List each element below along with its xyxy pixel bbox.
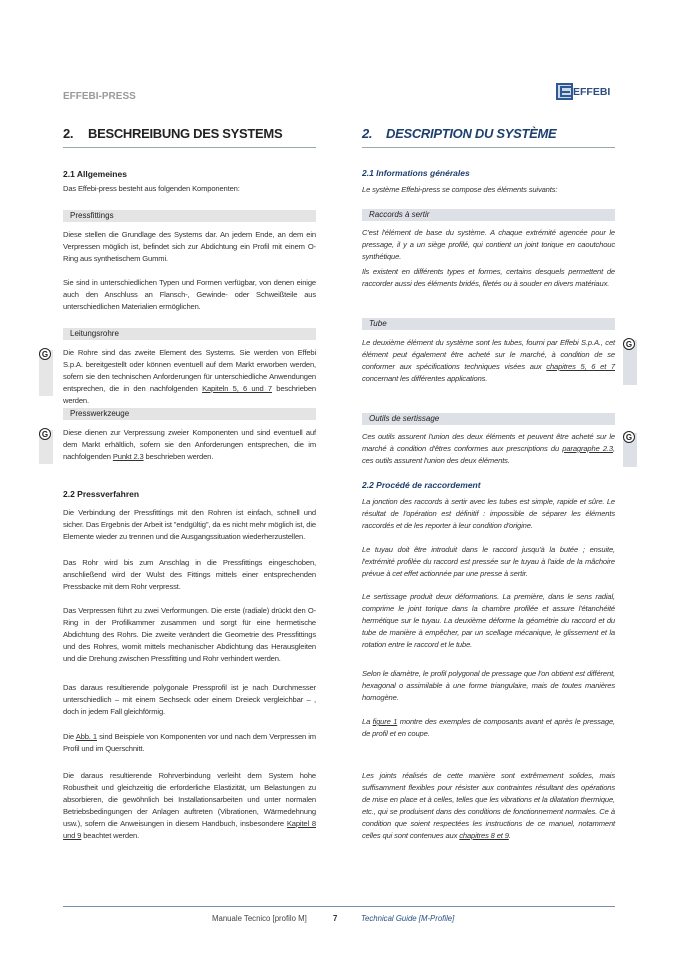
g-marker [623, 340, 637, 385]
link-kapitel[interactable]: Kapitel 8 und 9 [63, 819, 316, 840]
divider [63, 147, 316, 148]
link-chapitres-8-9[interactable]: chapitres 8 et 9 [459, 831, 509, 840]
fr-paragraph: Ils existent en différents types et formes, certains desquels permettent de raccorder aussi des éléments bridés, filetés ou à souder en divers matériaux. [362, 267, 615, 288]
fr-paragraph [362, 431, 615, 467]
text: Le deuxième élément du système sont les tubes, fourni par Effebi S.p.A., cet élément peut également être acheté sur le marché, à condition de se conformer aux spécifications techniques visées aux [362, 338, 615, 371]
de-heading-2-2: 2.2 Pressverfahren [63, 489, 140, 499]
de-paragraph: Sie sind in unterschiedlichen Typen und Formen verfügbar, von denen einige auch den Anschluss an Flansch-, Gewinde- oder Schweißteile aus unterschiedlichen Materialien ermöglichen. [63, 278, 316, 311]
de-intro: Das Effebi-press besteht aus folgenden Komponenten: [63, 184, 240, 193]
text: Die Rohre sind das zweite Element des Systems. Sie werden von Effebi S.p.A. bereitgestellt oder können eventuell auf dem Markt erworben werden, sofern sie den technischen Anforderungen für unterschiedliche Anwendungen entsprechen, die in den nachfolgenden [63, 348, 316, 393]
fr-title: DESCRIPTION DU SYSTÈME [386, 126, 557, 141]
text: beachtet werden. [81, 831, 140, 840]
g-marker [39, 350, 53, 396]
fr-title-number: 2. [362, 126, 373, 141]
g-badge-icon: G [623, 338, 635, 350]
fr-paragraph [362, 716, 615, 740]
link-figure[interactable]: figure 1 [372, 717, 398, 726]
link-paragraphe[interactable]: paragraphe 2.3 [562, 444, 614, 453]
fr-intro: Le système Effebi-press se compose des éléments suivants: [362, 185, 558, 194]
de-paragraph: Das Verpressen führt zu zwei Verformungen. Die erste (radiale) drückt den O-Ring in der Profilkammer zusammen und sorgt für eine hermetische Abdichtung des Rohrs. Die zweite verändert die Geometrie des Pressfittings und des Rohres, womit mittels mechanischer Abdichtung das Herausgleiten und die Drehung zwischen Pressfitting und Rohr verhindert werden. [63, 606, 316, 663]
de-bar-presswerkzeuge: Presswerkzeuge [63, 408, 316, 420]
fr-paragraph [362, 337, 615, 385]
de-bar-pressfittings: Pressfittings [63, 210, 316, 222]
g-marker [623, 433, 637, 467]
text: Die [63, 732, 76, 741]
de-title-number: 2. [63, 126, 74, 141]
text: Diese dienen zur Verpressung zweier Komponenten und sind eventuell auf dem Markt erhältlich, sofern sie den Anforderungen entsprechen, die im nachfolgenden [63, 428, 316, 461]
de-paragraph [63, 347, 316, 407]
g-badge-icon: G [623, 431, 635, 443]
text: beschrieben werden. [63, 384, 317, 405]
de-paragraph [63, 770, 316, 842]
de-paragraph [63, 427, 316, 463]
text: Ces outils assurent l'union des deux éléments et peuvent être acheté sur le marché à condition d'êtres conformes aux prescriptions du [362, 432, 615, 453]
link-chapitres[interactable]: chapitres 5, 6 et 7 [546, 362, 615, 371]
de-heading-2-1: 2.1 Allgemeines [63, 169, 127, 179]
fr-bar-raccords: Raccords à sertir [362, 209, 615, 221]
fr-paragraph: C'est l'élément de base du système. A chaque extrémité agencée pour le pressage, il y a un siège profilé, qui contient un joint torique en caoutchouc synthétique. [362, 228, 615, 261]
footer-divider [63, 906, 615, 907]
fr-heading-2-2: 2.2 Procédé de raccordement [362, 480, 481, 490]
g-marker [39, 430, 53, 464]
link-punkt[interactable]: Punkt 2.3 [112, 452, 144, 461]
text: montre des exemples de composants avant et après le pressage, de profil et en coupe. [362, 717, 615, 738]
de-paragraph: Das Rohr wird bis zum Anschlag in die Pressfittings eingeschoben, anschließend wird der Wulst des Fittings mittels einer entsprechenden Pressbacke mit dem Rohr verpresst. [63, 558, 316, 591]
fr-paragraph: Le sertissage produit deux déformations. La première, dans le sens radial, comprime le joint torique dans la chambre profilée et assure l'étanchéité hermétique sur le tuyau. La deuxième déforme la géométrie du raccord et du tube de manière à empêcher, par un scellage mécanique, le glissement et la rotation entre le raccord et le tube. [362, 592, 615, 649]
text: beschrieben werden. [143, 452, 214, 461]
footer-right: Technical Guide [M-Profile] [361, 914, 455, 923]
fr-bar-outils: Outils de sertissage [362, 413, 615, 425]
link-abb[interactable]: Abb. 1 [75, 732, 97, 741]
page-number: 7 [333, 914, 338, 923]
footer-left: Manuale Tecnico [profilo M] [212, 914, 307, 923]
fr-paragraph: Selon le diamètre, le profil polygonal de pressage que l'on obtient est différent, hexagonal o assimilable à une forme triangulaire, mais de toutes manières homogène. [362, 669, 615, 702]
g-badge-icon: G [39, 428, 51, 440]
fr-paragraph: Le tuyau doit être introduit dans le raccord jusqu'à la butée ; ensuite, l'extrémité profilée du raccord est pressée sur le tuyau à l'aide de la mâchoire prévue à cet effet actionnée par une presse à sertir. [362, 545, 615, 578]
de-paragraph: Das daraus resultierende polygonale Pressprofil ist je nach Durchmesser unterschiedlich – mit einem Sechseck oder einem Dreieck vergleichbar – , doch in jedem Fall gleichförmig. [63, 683, 316, 716]
de-paragraph: Diese stellen die Grundlage des Systems dar. An jedem Ende, an dem ein Verpressen möglich ist, befindet sich zur Abdichtung ein Profil mit einem O-Ring aus synthetischem Gummi. [63, 230, 316, 263]
logo-text: EFFEBI [573, 86, 611, 98]
fr-paragraph: La jonction des raccords à sertir avec les tubes est simple, rapide et sûre. Le résultat de l'opération est définitif : impossible de séparer les éléments raccordés et de les reporter à leur condition d'origine. [362, 497, 615, 530]
effebi-logo [556, 82, 616, 107]
fr-heading-2-1: 2.1 Informations générales [362, 168, 470, 178]
text: sind Beispiele von Komponenten vor und nach dem Verpressen im Profil und im Querschnitt. [63, 732, 316, 753]
fr-paragraph [362, 770, 615, 842]
de-paragraph: Die Verbindung der Pressfittings mit den Rohren ist einfach, schnell und sicher. Das Ergebnis der Arbeit ist "endgültig", da es nicht mehr möglich ist, die Elemente wieder zu trennen und die Ausgangssituation wiederherzustellen. [63, 508, 316, 541]
de-bar-leitungsrohre: Leitungsrohre [63, 328, 316, 340]
link-kapiteln[interactable]: Kapiteln 5, 6 und 7 [202, 384, 272, 393]
text: concernant les différentes applications. [362, 374, 488, 383]
divider [362, 147, 615, 148]
text: La [362, 717, 373, 726]
text: Les joints réalisés de cette manière sont extrêmement solides, mais suffisamment flexibles pour résister aux contraintes résultant des opérations de mise en place et à celles, telles que les vibrations et la dilatation thermique, etc., qui se produisent dans des conditions de fonctionnement normales. Ce à condition que soient respectées les instructions de ce manuel, notamment celles qui sont contenues aux [362, 771, 615, 840]
text: Die daraus resultierende Rohrverbindung verleiht dem System hohe Robustheit und gleichzeitig die erforderliche Elastizität, um Belastungen zu absorbieren, die gewöhnlich bei Installationsarbeiten und unter normalen Betriebsbedingungen der Anlagen auftreten (Vibrationen, Wärmedehnung usw.), sofern die Anweisungen in diesem Handbuch, insbesondere [63, 771, 316, 828]
g-badge-icon: G [39, 348, 51, 360]
text: . [508, 831, 511, 840]
de-title: BESCHREIBUNG DES SYSTEMS [88, 126, 283, 141]
text: , ces outils assurent l'union des deux éléments. [362, 444, 615, 465]
header-brand: EFFEBI-PRESS [63, 91, 136, 102]
de-paragraph [63, 731, 316, 755]
fr-bar-tube: Tube [362, 318, 615, 330]
